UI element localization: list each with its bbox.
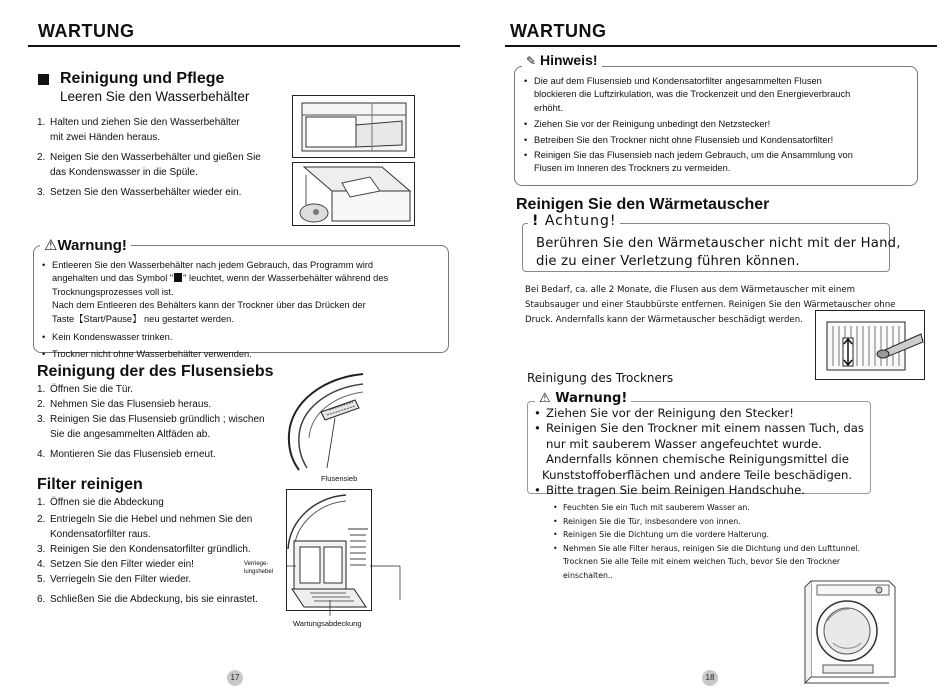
trockner-tips-list: • Feuchten Sie ein Tuch mit sauberem Wasser an. • Reinigen Sie die Tür, insbesondere von innen. • Reinigen Sie die Dichtung um die vordere Halterung. • Nehmen Sie alle Filter heraus, reinigen Sie die Dichtung und den Lufttunnel. Trocknen Sie alle Teile mit einem weichen Tuch, bevor Sie den Trockner einschalten.. [553, 503, 861, 580]
warning-triangle-icon: ⚠ [539, 391, 551, 406]
header-rule [505, 45, 937, 47]
section-title-trockner: Reinigung des Trockners [527, 371, 674, 385]
exclamation-icon: ! [532, 213, 540, 229]
step-item: 3. Reinigen Sie das Flusensieb gründlich ; wischen [37, 414, 265, 425]
step-item: Sie die angesammelten Altfäden ab. [50, 429, 211, 440]
step-item: 2. Nehmen Sie das Flusensieb heraus. [37, 399, 212, 410]
trockner-warning-list: • Ziehen Sie vor der Reinigung den Stecker! • Reinigen Sie den Trockner mit einem nassen Tuch, das nur mit sauberem Wasser angefeuchtet wurde. Andernfalls können chemische Reinigungsmittel die Kunststoffoberflächen und andere Teile beschädigen. • Bitte tragen Sie beim Reinigen Handschuhe. [534, 406, 869, 498]
steps-filter [37, 495, 282, 607]
lint-filter-illustration [283, 372, 365, 472]
steps-wasserbehaelter [37, 115, 287, 200]
steps-flusensieb [37, 382, 282, 462]
note-item: • Ziehen Sie vor der Reinigung unbedingt den Netzstecker! [522, 118, 914, 131]
step-item: 4. Setzen Sie den Filter wieder ein! [37, 559, 194, 570]
trockner-warning-title: ⚠ Warnung! [535, 391, 631, 406]
note-list [522, 75, 914, 176]
step-item: 3. Reinigen Sie den Kondensatorfilter gründlich. [37, 544, 251, 555]
warning-title: ⚠Warnung! [40, 236, 131, 254]
note-item: • Reinigen Sie das Flusensieb nach jedem Gebrauch, um die Ansammlung von Flusen im Inneren des Trockners zu vermeiden. [522, 149, 914, 176]
section-bullet-square [38, 74, 49, 85]
heat-exchanger-illustration [815, 310, 925, 380]
caption-flusensieb: Flusensieb [321, 474, 358, 483]
caution-text: Berühren Sie den Wärmetauscher nicht mit der Hand, die zu einer Verletzung führen können. [536, 236, 901, 269]
section-title-flusensieb: Reinigung der des Flusensiebs [37, 363, 274, 380]
page-number: 18 [702, 670, 718, 686]
warning-item: • Kein Kondenswasser trinken. [40, 331, 445, 344]
step-item: 1. Öffnen Sie die Tür. [37, 384, 134, 395]
step-item: Kondensatorfilter raus. [50, 529, 151, 540]
water-tank-illustration [292, 95, 415, 227]
caution-title: ! Achtung! [528, 213, 620, 229]
warning-triangle-icon: ⚠ [44, 236, 58, 254]
step-item: das Kondenswasser in die Spüle. [50, 167, 198, 178]
tank-full-icon [174, 273, 182, 282]
page-header: WARTUNG [38, 21, 135, 41]
pin-icon: ✎ [526, 54, 537, 68]
step-item: mit zwei Händen heraus. [50, 132, 161, 143]
section-title-filter: Filter reinigen [37, 476, 143, 493]
section-subtitle-wasserbehaelter: Leeren Sie den Wasserbehälter [60, 89, 250, 104]
waermetauscher-instructions: Bei Bedarf, ca. alle 2 Monate, die Flusen aus dem Wärmetauscher mit einem Staubsauger und einer Staubbürste entfernen. Reinigen Sie den Wärmetauscher ohne Druck. Andernfalls kann der Wärmetauscher beschädigt werden. [525, 285, 896, 325]
warning-item: • Bitte tragen Sie beim Reinigen Handschuhe. [534, 483, 805, 498]
page-number: 17 [227, 670, 243, 686]
page-18 [475, 0, 950, 698]
step-item: 5. Verriegeln Sie den Filter wieder. [37, 574, 192, 585]
note-title: ✎ Hinweis! [522, 52, 602, 68]
note-item: • Betreiben Sie den Trockner nicht ohne Flusensieb und Kondensatorfilter! [522, 134, 914, 147]
dryer-illustration [797, 573, 897, 685]
caption-verriegelungshebel: Verriege- lungshebel [244, 561, 274, 575]
caption-wartungsabdeckung: Wartungsabdeckung [293, 619, 362, 628]
section-title-waermetauscher: Reinigen Sie den Wärmetauscher [516, 196, 770, 213]
warning-list [40, 259, 445, 362]
tip-item: • Reinigen Sie die Tür, insbesondere von innen. [553, 516, 741, 526]
step-item: 2. Neigen Sie den Wasserbehälter und gießen Sie [37, 152, 261, 163]
leader-lines [270, 560, 410, 622]
warning-item: • Entleeren Sie den Wasserbehälter nach jedem Gebrauch, das Programm wird angehalten und das Symbol " " leuchtet, wenn der Wasserbehälter während des Trocknungsprozesses voll ist. Nach dem Entleeren des Behälters kann der Trockner über das Drücken der Taste【Start/Pause】 neu gestartet werden. [40, 259, 445, 326]
warning-item: • Trockner nicht ohne Wasserbehälter verwenden. [40, 348, 445, 361]
step-item: 1. Öffnen sie die Abdeckung [37, 497, 164, 508]
tip-item: • Feuchten Sie ein Tuch mit sauberem Wasser an. [553, 503, 750, 512]
step-item: 3. Setzen Sie den Wasserbehälter wieder ein. [37, 187, 242, 198]
tip-item: • Nehmen Sie alle Filter heraus, reinigen Sie die Dichtung und den Lufttunnel. [553, 543, 861, 553]
warning-item: • Ziehen Sie vor der Reinigung den Stecker! [534, 406, 794, 420]
note-item: • Die auf dem Flusensieb und Kondensatorfilter angesammelten Flusen blockieren die Luftzirkulation, was die Trockenzeit und den Energieverbrauch erhöht. [522, 75, 914, 115]
section-title-reinigung: Reinigung und Pflege [60, 70, 225, 87]
step-item: 1. Halten und ziehen Sie den Wasserbehälter [37, 117, 240, 128]
step-item: 2. Entriegeln Sie die Hebel und nehmen Sie den [37, 514, 253, 525]
step-item: 4. Montieren Sie das Flusensieb erneut. [37, 449, 216, 460]
tip-item: • Reinigen Sie die Dichtung um die vordere Halterung. [553, 530, 769, 540]
header-rule [28, 45, 460, 47]
step-item: 6. Schließen Sie die Abdeckung, bis sie einrastet. [37, 594, 258, 605]
page-header: WARTUNG [510, 21, 607, 41]
warning-item: • Reinigen Sie den Trockner mit einem nassen Tuch, das [534, 421, 864, 436]
